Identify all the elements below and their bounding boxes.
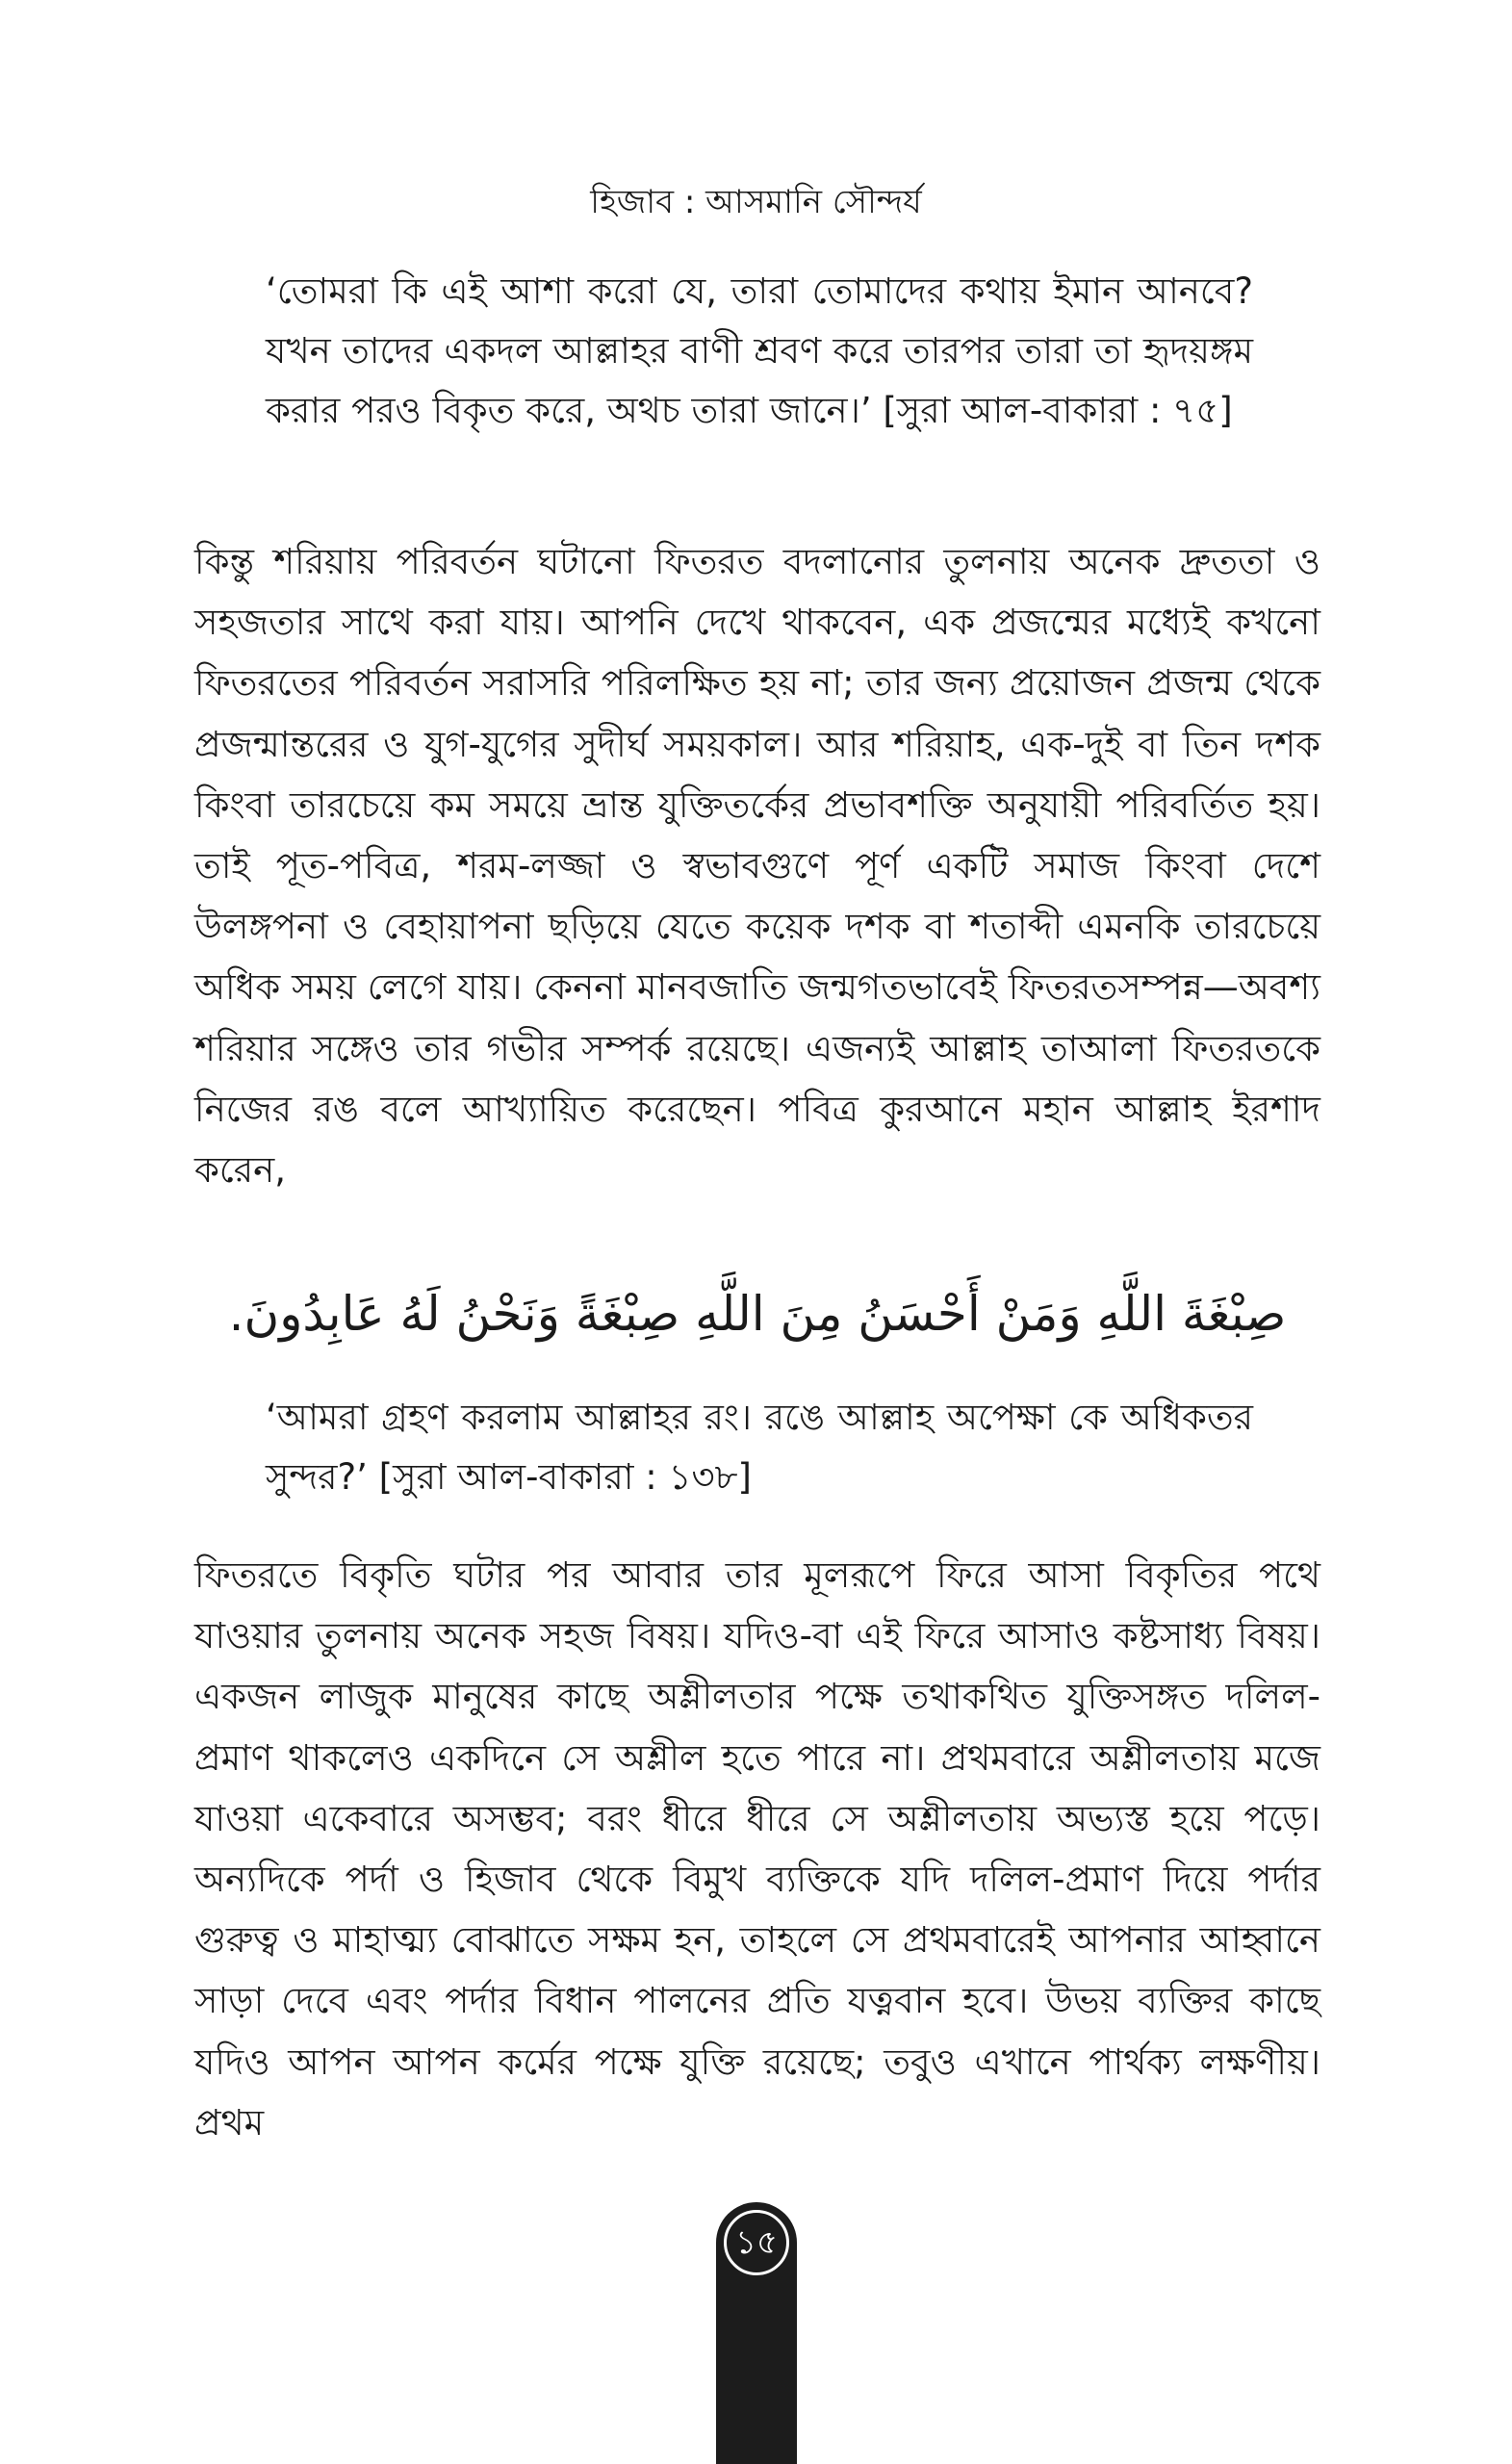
page-number: ১৫ bbox=[734, 2223, 779, 2262]
quote-text: ‘আমরা গ্রহণ করলাম আল্লাহর রং। রঙে আল্লাহ অপেক্ষা কে অধিকতর সুন্দর?’ bbox=[266, 1397, 1253, 1498]
arabic-verse: صِبْغَةَ اللَّهِ وَمَنْ أَحْسَنُ مِنَ اللَّهِ صِبْغَةً وَنَحْنُ لَهُ عَابِدُونَ. bbox=[228, 1286, 1287, 1342]
page-number-badge bbox=[724, 2210, 789, 2275]
quote-citation: [সুরা আল-বাকারা : ১৩৮] bbox=[378, 1456, 752, 1498]
quote-citation: [সুরা আল-বাকারা : ৭৫] bbox=[883, 390, 1233, 431]
body-paragraph-1: কিন্তু শরিয়ায় পরিবর্তন ঘটানো ফিতরত বদলানোর তুলনায় অনেক দ্রুততা ও সহজতার সাথে করা যায়। আপনি দেখে থাকবেন, এক প্রজন্মের মধ্যেই কখনো ফিতরতের পরিবর্তন সরাসরি পরিলক্ষিত হয় না; তার জন্য প্রয়োজন প্রজন্ম থেকে প্রজন্মান্তরের ও যুগ-যুগের সুদীর্ঘ সময়কাল। আর শরিয়াহ, এক-দুই বা তিন দশক কিংবা তারচেয়ে কম সময়ে ভ্রান্ত যুক্তিতর্কের প্রভাবশক্তি অনুযায়ী পরিবর্তিত হয়। তাই পূত-পবিত্র, শরম-লজ্জা ও স্বভাবগুণে পূর্ণ একটি সমাজ কিংবা দেশে উলঙ্গপনা ও বেহায়াপনা ছড়িয়ে যেতে কয়েক দশক বা শতাব্দী এমনকি তারচেয়ে অধিক সময় লেগে যায়। কেননা মানবজাতি জন্মগতভাবেই ফিতরতসম্পন্ন—অবশ্য শরিয়ার সঙ্গেও তার গভীর সম্পর্ক রয়েছে। এজন্যই আল্লাহ তাআলা ফিতরতকে নিজের রঙ বলে আখ্যায়িত করেছেন। পবিত্র কুরআনে মহান আল্লাহ ইরশাদ করেন, bbox=[194, 541, 1320, 1192]
body-paragraph-2: ফিতরতে বিকৃতি ঘটার পর আবার তার মূলরূপে ফিরে আসা বিকৃতির পথে যাওয়ার তুলনায় অনেক সহজ বিষয়। যদিও-বা এই ফিরে আসাও কষ্টসাধ্য বিষয়। একজন লাজুক মানুষের কাছে অশ্লীলতার পক্ষে তথাকথিত যুক্তিসঙ্গত দলিল-প্রমাণ থাকলেও একদিনে সে অশ্লীল হতে পারে না। প্রথমবারে অশ্লীলতায় মজে যাওয়া একেবারে অসম্ভব; বরং ধীরে ধীরে সে অশ্লীলতায় অভ্যস্ত হয়ে পড়ে। অন্যদিকে পর্দা ও হিজাব থেকে বিমুখ ব্যক্তিকে যদি দলিল-প্রমাণ দিয়ে পর্দার গুরুত্ব ও মাহাত্ম্য বোঝাতে সক্ষম হন, তাহলে সে প্রথমবারেই আপনার আহ্বানে সাড়া দেবে এবং পর্দার বিধান পালনের প্রতি যত্নবান হবে। উভয় ব্যক্তির কাছে যদিও আপন আপন কর্মের পক্ষে যুক্তি রয়েছে; তবুও এখানে পার্থক্য লক্ষণীয়। প্রথম bbox=[194, 1554, 1320, 2143]
quote-block-2 bbox=[266, 1388, 1253, 1507]
running-header: হিজাব : আসমানি সৌন্দর্য bbox=[590, 183, 922, 221]
quote-block-1 bbox=[266, 262, 1253, 441]
quote-text: ‘তোমরা কি এই আশা করো যে, তারা তোমাদের কথায় ইমান আনবে? যখন তাদের একদল আল্লাহর বাণী শ্রবণ করে তারপর তারা তা হৃদয়ঙ্গম করার পরও বিকৃত করে, অথচ তারা জানে।’ bbox=[266, 270, 1253, 431]
